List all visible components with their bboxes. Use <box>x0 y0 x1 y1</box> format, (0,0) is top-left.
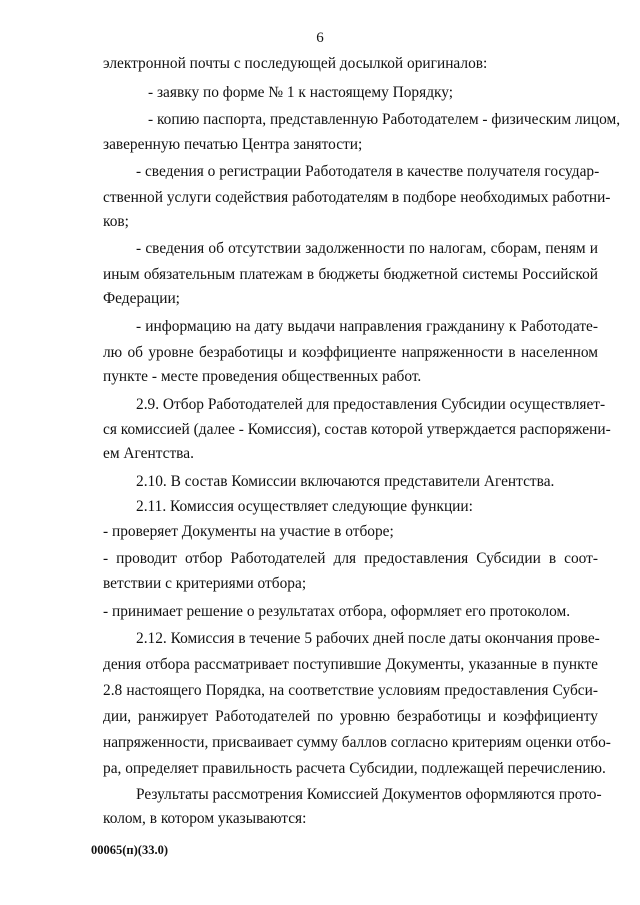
text-line: - сведения об отсутствии задолженности по налогам, сборам, пеням и <box>136 240 598 257</box>
text-line: 2.8 настоящего Порядка, на соответствие условиям предоставления Субси- <box>103 682 598 699</box>
text-line: иным обязательным платежам в бюджеты бюджетной системы Российской <box>103 266 598 283</box>
text-line: 2.10. В состав Комиссии включаются представители Агентства. <box>136 473 555 490</box>
text-line: - информацию на дату выдачи направления гражданину к Работодате- <box>136 318 598 335</box>
text-line: заверенную печатью Центра занятости; <box>103 136 363 153</box>
page-number: 6 <box>316 30 324 46</box>
text-line: электронной почты с последующей досылкой оригиналов: <box>103 55 488 72</box>
text-line: ем Агентства. <box>103 445 194 462</box>
text-line: ветствии с критериями отбора; <box>103 575 307 592</box>
text-line: ственной услуги содействия работодателям в подборе необходимых работни- <box>103 189 611 206</box>
text-line: - сведения о регистрации Работодателя в качестве получателя государ- <box>136 163 600 180</box>
text-line: напряженности, присваивает сумму баллов согласно критериям оценки отбо- <box>103 734 611 751</box>
text-line: 2.9. Отбор Работодателей для предоставления Субсидии осуществляет- <box>136 396 606 413</box>
text-line: дения отбора рассматривает поступившие Документы, указанные в пункте <box>103 656 598 673</box>
text-line: 2.12. Комиссия в течение 5 рабочих дней после даты окончания прове- <box>136 630 600 647</box>
text-line: ся комиссией (далее - Комиссия), состав которой утверждается распоряжени- <box>103 421 611 438</box>
text-line: пункте - месте проведения общественных работ. <box>103 368 422 385</box>
text-line: ра, определяет правильность расчета Субсидии, подлежащей перечислению. <box>103 760 606 777</box>
text-line: - проводит отбор Работодателей для предоставления Субсидии в соот- <box>103 550 598 567</box>
text-line: 2.11. Комиссия осуществляет следующие функции: <box>136 498 473 515</box>
text-line: Федерации; <box>103 290 180 307</box>
document-code: 00065(п)(33.0) <box>91 843 168 857</box>
text-line: Результаты рассмотрения Комиссией Документов оформляются прото- <box>136 786 602 803</box>
text-line: лю об уровне безработицы и коэффициенте напряженности в населенном <box>103 344 598 361</box>
text-line: дии, ранжирует Работодателей по уровню безработицы и коэффициенту <box>103 708 598 725</box>
text-line: - заявку по форме № 1 к настоящему Порядку; <box>148 84 454 101</box>
text-line: - принимает решение о результатах отбора, оформляет его протоколом. <box>103 603 571 620</box>
text-line: - проверяет Документы на участие в отборе; <box>103 523 394 540</box>
text-line: колом, в котором указываются: <box>103 810 307 827</box>
text-line: ков; <box>103 213 129 230</box>
text-line: - копию паспорта, представленную Работодателем - физическим лицом, <box>148 111 621 128</box>
